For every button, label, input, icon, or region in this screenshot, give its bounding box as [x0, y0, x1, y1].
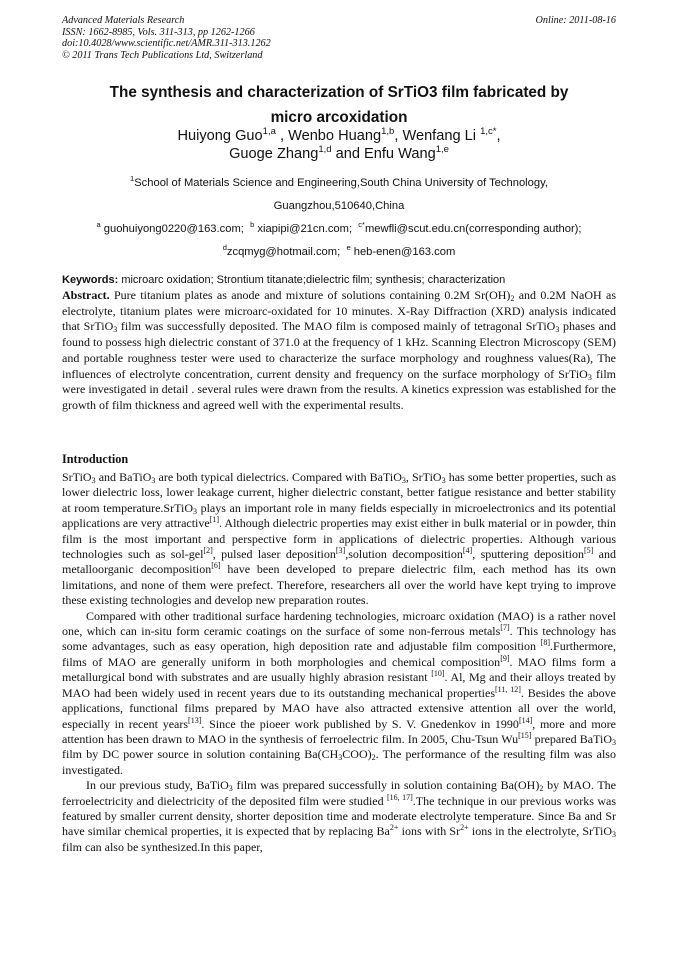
- author-name: Enfu Wang: [364, 145, 436, 162]
- author-name: Wenbo Huang: [288, 128, 382, 144]
- journal-issn: ISSN: 1662-8985, Vols. 311-313, pp 1262-1266: [62, 26, 255, 38]
- email-link[interactable]: heb-enen@163.com: [353, 246, 456, 258]
- paper-title: [62, 80, 616, 130]
- journal-doi: doi:10.4028/www.scientific.net/AMR.311-313.1262: [62, 38, 271, 50]
- author-affil-mark: 1,c*: [480, 126, 497, 137]
- keywords-label: Keywords:: [62, 274, 119, 286]
- email-mark: c*: [358, 220, 365, 229]
- author-line-1: Huiyong Guo$^{1,a}$ , Wenbo Huang$^{1,b}$, Wenfang Li $^{1,c*}$,: [177, 126, 501, 144]
- introduction-body: [62, 470, 616, 855]
- affiliation-text: School of Materials Science and Engineering,South China University of Technology,: [134, 177, 548, 189]
- email-link[interactable]: xiapipi@21cn.com;: [257, 223, 353, 235]
- affiliation-mark: 1: [130, 174, 135, 183]
- journal-copyright: © 2011 Trans Tech Publications Ltd, Switzerland: [62, 49, 263, 61]
- email-mark: a: [96, 220, 101, 229]
- abstract: Abstract. Pure titanium plates as anode and mixture of solutions containing 0.2M $Sr(OH)_2$ and 0.2M NaOH as electrolyte, titanium plates were microarc-oxidated for 10 minutes. X-Ray Diffraction (XRD) analysis indicated that SrTiO$_3$ film was successfully deposited. The MAO film is composed mainly of tetragonal SrTiO$_3$ phases and found to possess high dielectric constant of 371.0 at the frequency of 1 kHz. Scanning Electron Microscopy (SEM) and portable roughness tester were used to characterize the surface morphology and roughness values(Ra), The influences of electrolyte concentration, current density and frequency on the surface morphology of SrTiO$_3$ film were investigated in detail . several rules were drawn from the results. A kinetics expression was established for the growth of film thickness and agreed well with the experimental results.: [62, 288, 617, 412]
- title-line-1: The synthesis and characterization of SrTiO3 film fabricated by: [109, 84, 569, 101]
- online-date: Online: 2011-08-16: [535, 15, 616, 26]
- author-name: Guoge Zhang: [229, 145, 319, 162]
- keywords: [62, 273, 616, 287]
- section-heading: Introduction: [62, 452, 129, 466]
- author-name: Wenfang Li: [402, 128, 476, 144]
- author-affil-mark: 1,d: [318, 143, 332, 155]
- email-line-1: [62, 218, 616, 241]
- paragraph: In our previous study, BaTiO$_3$ film was prepared successfully in solution containing $Ba(OH)_2$ by MAO. The ferroelectricity and dielectricity of the deposited film were studied [16, 17].The technique in our previous works was featured by smaller current density, shorter deposition time and moderate electrolyte temperature. Since Ba and Sr have similar chemical properties, it is expected that by replacing $Ba^{2+}$ ions with $Sr^{2+}$ ions in the electrolyte, SrTiO$_3$ film can also be synthesized.In this paper,: [62, 778, 617, 854]
- affiliation-block: [62, 172, 616, 264]
- affiliation-line-2: Guangzhou,510640,China: [273, 200, 405, 212]
- author-affil-mark: 1,e: [435, 143, 449, 155]
- abstract-label: Abstract.: [62, 288, 110, 302]
- author-affil-mark: 1,a: [262, 126, 276, 137]
- keywords-text: microarc oxidation; Strontium titanate;dielectric film; synthesis; characterization: [121, 274, 506, 286]
- email-mark: d: [222, 243, 227, 252]
- author-list: [62, 128, 616, 163]
- author-line-2: Guoge Zhang$^{1,d}$ and Enfu Wang$^{1,e}$: [229, 143, 449, 162]
- email-mark: e: [346, 243, 351, 252]
- email-mark: b: [250, 220, 255, 229]
- journal-header: [62, 15, 616, 61]
- email-link[interactable]: guohuiyong0220@163.com;: [103, 223, 244, 235]
- journal-name: Advanced Materials Research: [62, 15, 185, 26]
- paragraph: Compared with other traditional surface hardening technologies, microarc oxidation (MAO) is a rather novel one, which can in-situ form ceramic coatings on the surface of some non-ferrous metals[7]. This technology has some advantages, such as easy operation, high deposition rate and adjustable film composition [8].Furthermore, films of MAO are generally uniform in both morphologies and chemical composition[9]. MAO films form a metallurgical bond with substrates and are usually highly abrasion resistant [10]. Al, Mg and their alloys treated by MAO had been widely used in recent years due to its outstanding mechanical properties[11, 12]. Besides the above applications, functional films prepared by MAO have also attracted extensive attention all over the world, especially in recent years[13]. Since the pioeer work published by S. V. Gnedenkov in 1990[14], more and more attention has been drawn to MAO in the synthesis of ferroelectric film. In 2005, Chu-Tsun Wu[15] prepared BaTiO$_3$ film by DC power source in solution containing $Ba(CH_3COO)_2$. The performance of the resulting film was also investigated.: [62, 608, 617, 777]
- paragraph: SrTiO$_3$ and BaTiO$_3$ are both typical dielectrics. Compared with BaTiO$_3$, SrTiO$_3$ has some better properties, such as lower dielectric loss, lower leakage current, higher dielectric constant, better fatigue resistance and better stability at room temperature.SrTiO$_3$ plays an important role in many fields especially in microelectronics and its potential applications are very attractive[1]. Although dielectric properties may exist either in bulk material or in powder, thin film is the most important and perspective form in applications of dielectric properties. Although various technologies such as sol-gel[2], pulsed laser deposition[3],solution decomposition[4], sputtering deposition[5] and metalloorganic decomposition[6] have been developed to prepare dielectric film, each method has its own limitations, and none of them were prefect. Therefore, researchers all over the world have kept trying to improve these existing technologies and develop new preparation routes.: [62, 470, 617, 608]
- author-name: Huiyong Guo: [177, 128, 263, 144]
- affiliation-line-1: [62, 172, 616, 195]
- title-line-2: micro arcoxidation: [270, 109, 408, 126]
- email-link[interactable]: zcqmyg@hotmail.com;: [226, 246, 341, 258]
- author-affil-mark: 1,b: [381, 126, 395, 137]
- email-line-2: [62, 241, 616, 264]
- email-link[interactable]: mewfli@scut.edu.cn(corresponding author);: [364, 223, 582, 235]
